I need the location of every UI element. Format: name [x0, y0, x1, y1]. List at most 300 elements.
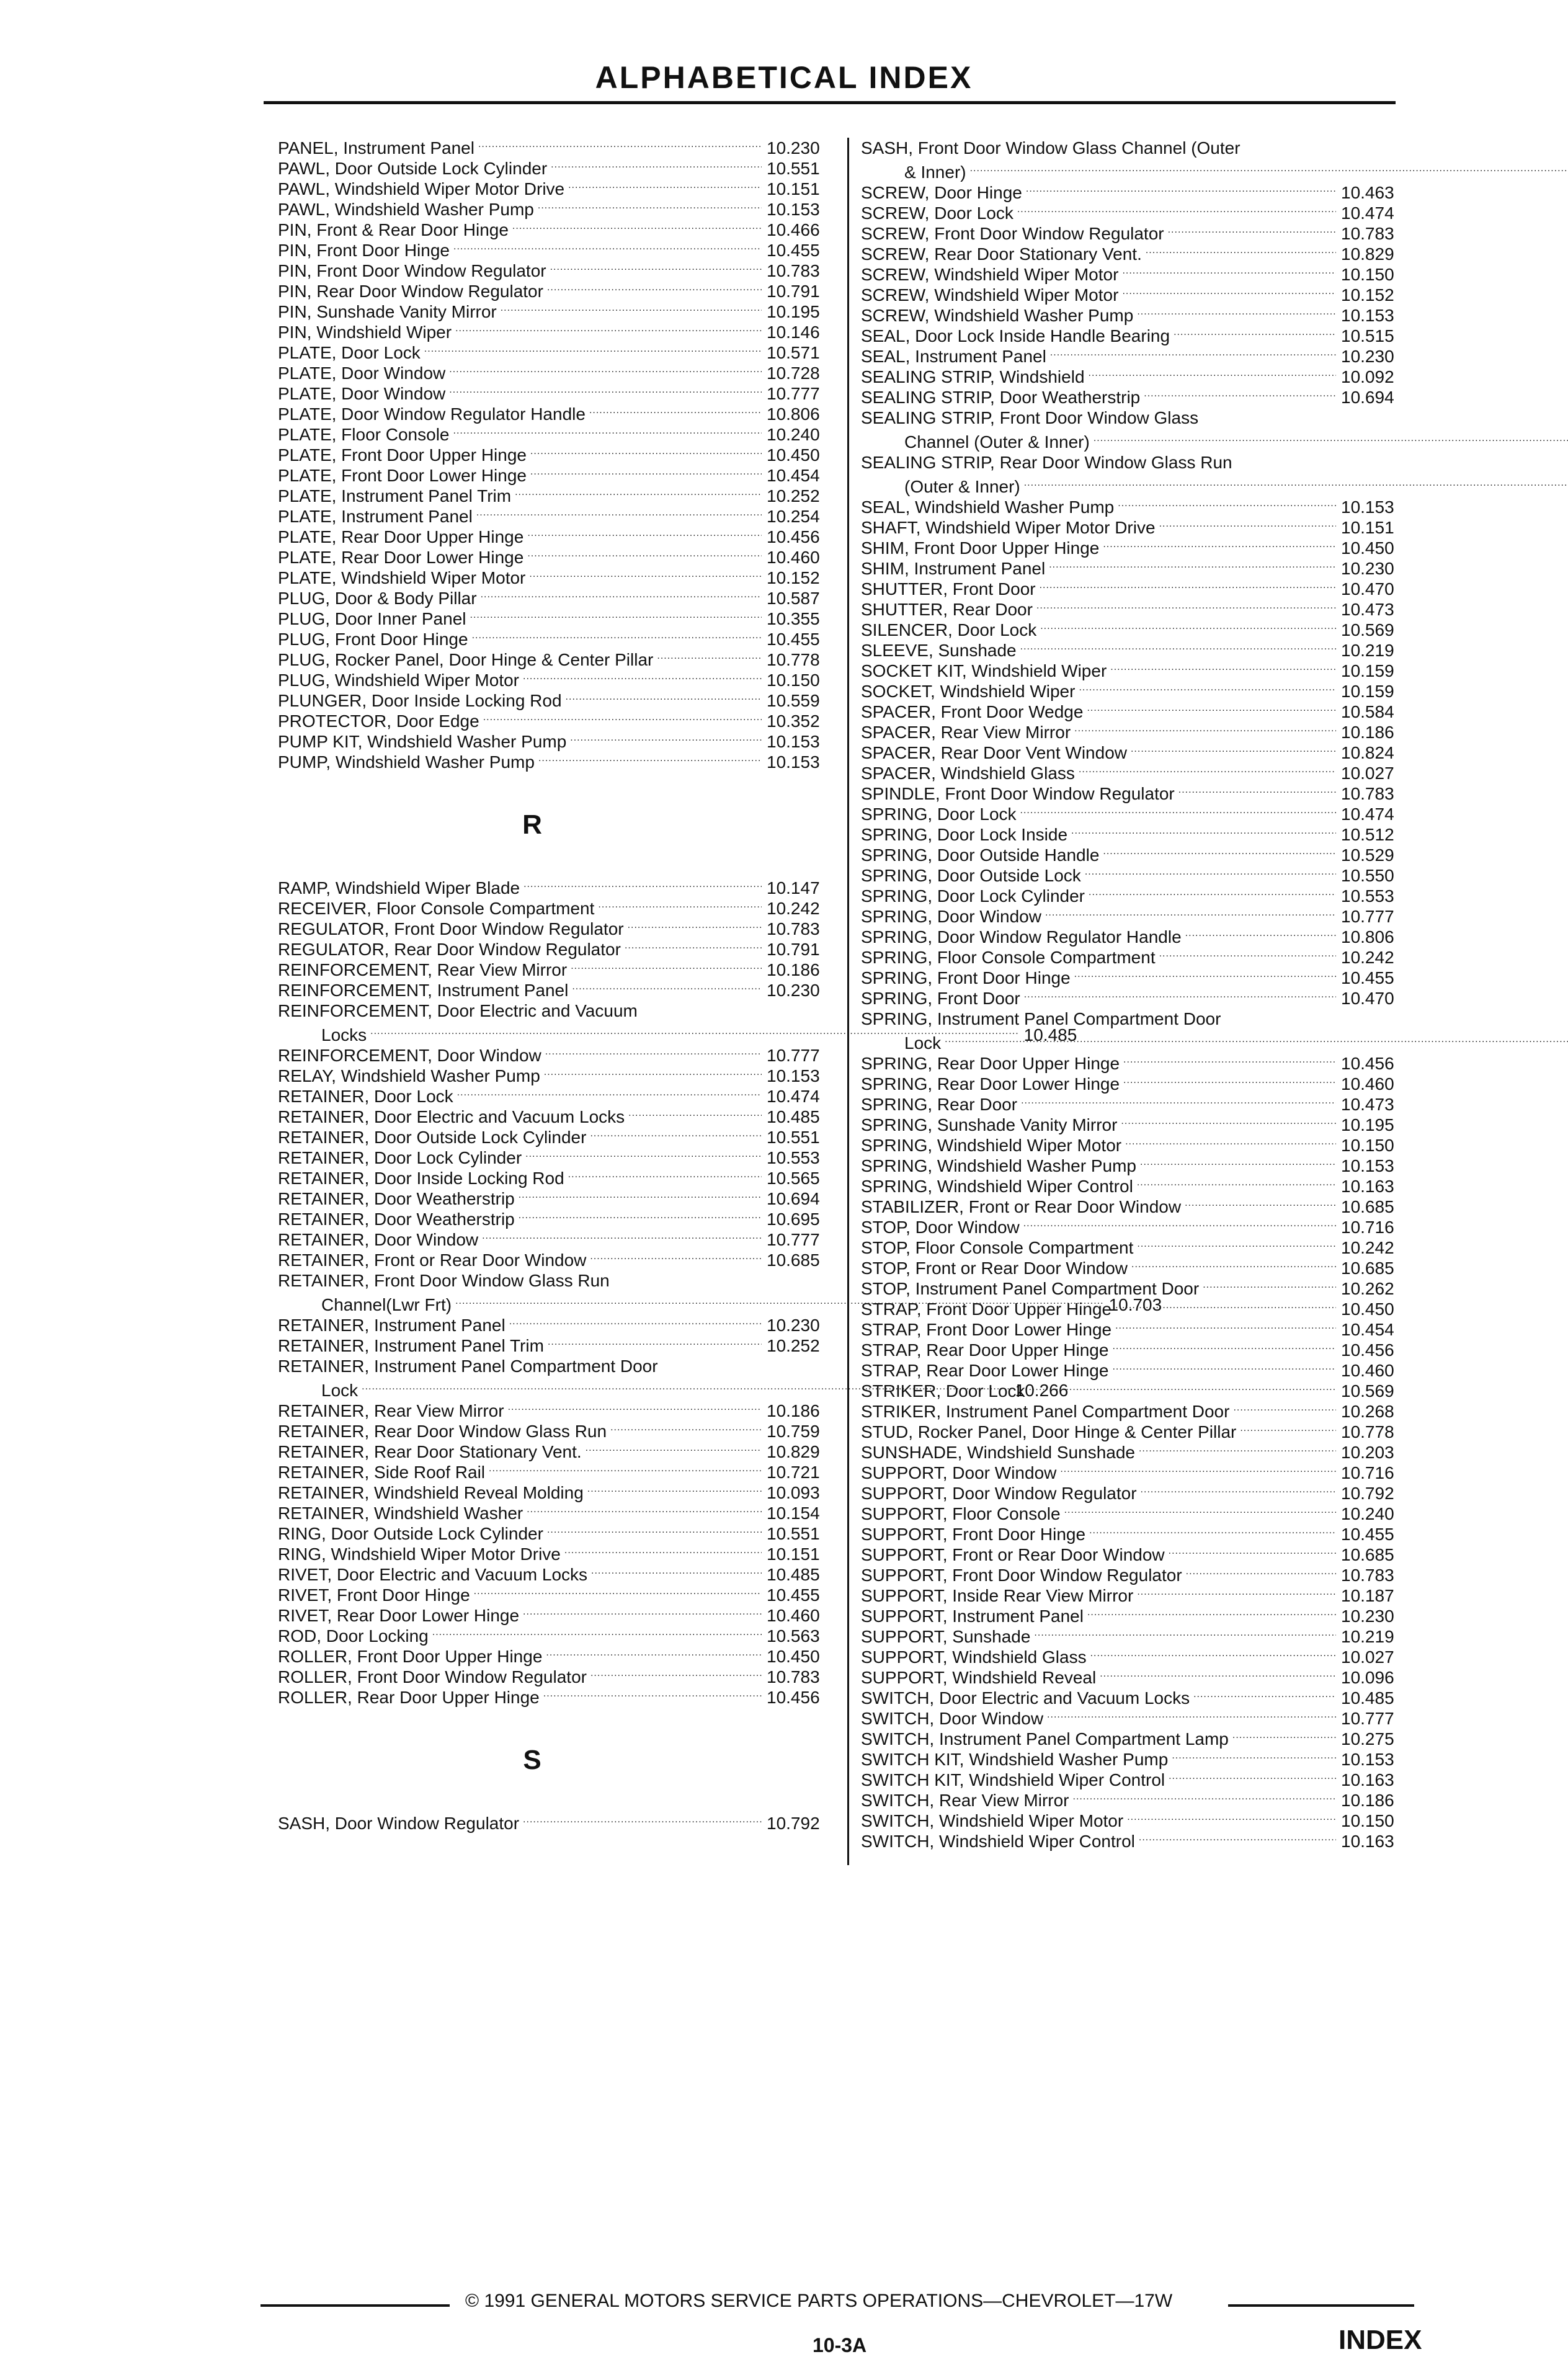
dot-leader	[424, 339, 762, 359]
entry-page: 10.777	[767, 1046, 820, 1065]
entry-page: 10.242	[1341, 1238, 1394, 1257]
entry-label: ROLLER, Front Door Window Regulator	[278, 1667, 587, 1686]
dot-leader	[564, 1540, 762, 1561]
entry-page: 10.153	[1341, 1750, 1394, 1769]
entry-label: SPRING, Rear Door Lower Hinge	[861, 1074, 1120, 1094]
dot-leader	[628, 915, 762, 935]
entry-page: 10.777	[767, 1230, 820, 1249]
dot-leader	[1087, 1602, 1336, 1623]
dot-leader	[1023, 1213, 1336, 1234]
entry-label: SEALING STRIP, Front Door Window Glass	[861, 408, 1199, 427]
entry-label: SHUTTER, Front Door	[861, 579, 1036, 599]
entry-label: PIN, Front Door Hinge	[278, 241, 450, 260]
entry-page: 10.470	[1341, 989, 1394, 1008]
entry-label: SUNSHADE, Windshield Sunshade	[861, 1443, 1135, 1462]
entry-page: 10.159	[1341, 682, 1394, 701]
dot-leader	[1137, 1234, 1336, 1254]
entry-page: 10.777	[1341, 1709, 1394, 1728]
entry-page: 10.151	[767, 1544, 820, 1564]
dot-leader	[538, 748, 762, 769]
dot-leader	[546, 1642, 762, 1663]
entry-page: 10.716	[1341, 1463, 1394, 1482]
entry-label: STUD, Rocker Panel, Door Hinge & Center Pillar	[861, 1422, 1237, 1441]
entry-page: 10.721	[767, 1463, 820, 1482]
entry-label: STRAP, Front Door Lower Hinge	[861, 1320, 1112, 1339]
entry-page: 10.455	[1341, 1525, 1394, 1544]
entry-page: 10.163	[1341, 1770, 1394, 1789]
entry-label: RING, Door Outside Lock Cylinder	[278, 1524, 543, 1543]
entry-page: 10.529	[1341, 845, 1394, 865]
dot-leader	[1064, 1500, 1336, 1520]
entry-page: 10.455	[1341, 968, 1394, 987]
entry-label-continued: & Inner)	[904, 163, 966, 182]
dot-leader	[1021, 1090, 1336, 1111]
dot-leader	[453, 421, 762, 441]
entry-page: 10.268	[1341, 1402, 1394, 1421]
footer-rule-left	[261, 2304, 450, 2307]
dot-leader	[519, 1185, 762, 1205]
dot-leader	[587, 1479, 762, 1499]
entry-label: SUPPORT, Windshield Reveal	[861, 1668, 1097, 1687]
dot-leader	[453, 236, 762, 257]
entry-page: 10.252	[767, 1336, 820, 1355]
entry-label: SPACER, Rear View Mirror	[861, 723, 1071, 742]
dot-leader	[527, 523, 762, 543]
entry-page: 10.778	[1341, 1422, 1394, 1441]
entry-page: 10.151	[1341, 518, 1394, 537]
entry-label: SPRING, Door Outside Handle	[861, 845, 1100, 865]
dot-leader	[523, 666, 762, 687]
entry-page: 10.153	[1341, 306, 1394, 325]
entry-page: 10.551	[767, 1524, 820, 1543]
entry-page: 10.163	[1341, 1177, 1394, 1196]
entry-label: PLATE, Instrument Panel Trim	[278, 486, 512, 506]
entry-label: SUPPORT, Inside Rear View Mirror	[861, 1586, 1134, 1605]
dot-leader	[1137, 301, 1336, 322]
entry-page: 10.355	[767, 609, 820, 628]
entry-label: PLATE, Front Door Upper Hinge	[278, 445, 527, 465]
dot-leader	[472, 625, 762, 646]
index-entry	[278, 1250, 836, 1270]
entry-label: PIN, Front Door Window Regulator	[278, 261, 546, 280]
entry-page: 10.777	[1341, 907, 1394, 926]
page-title: ALPHABETICAL INDEX	[595, 60, 973, 95]
entry-page: 10.512	[1341, 825, 1394, 844]
entry-page: 10.230	[767, 1316, 820, 1335]
entry-page: 10.240	[767, 425, 820, 444]
entry-page: 10.485	[767, 1565, 820, 1584]
entry-page: 10.240	[1341, 1504, 1394, 1523]
index-entry	[278, 1687, 836, 1708]
entry-page: 10.450	[767, 1647, 820, 1666]
dot-leader	[1024, 473, 1568, 493]
section-label: INDEX	[1339, 2325, 1422, 2355]
dot-leader	[1040, 575, 1336, 595]
dot-leader	[1045, 902, 1336, 923]
dot-leader	[591, 1561, 762, 1581]
entry-page: 10.455	[767, 241, 820, 260]
entry-label: PLATE, Door Window	[278, 384, 446, 403]
entry-label: SASH, Door Window Regulator	[278, 1814, 520, 1833]
entry-label: REINFORCEMENT, Door Window	[278, 1046, 541, 1065]
entry-label: RETAINER, Door Window	[278, 1230, 479, 1249]
entry-label: ROD, Door Locking	[278, 1626, 429, 1646]
entry-label: SUPPORT, Windshield Glass	[861, 1647, 1087, 1667]
entry-label: SPRING, Rear Door	[861, 1095, 1018, 1114]
entry-label: STRAP, Rear Door Upper Hinge	[861, 1340, 1109, 1360]
entry-label: SPRING, Windshield Wiper Control	[861, 1177, 1133, 1196]
dot-leader	[508, 1397, 762, 1417]
entry-page: 10.092	[1341, 367, 1394, 386]
entry-label: PLATE, Floor Console	[278, 425, 450, 444]
dot-leader	[476, 502, 762, 523]
entry-page: 10.146	[767, 323, 820, 342]
dot-leader	[1071, 821, 1336, 841]
dot-leader	[568, 1164, 762, 1185]
entry-page: 10.186	[1341, 1791, 1394, 1810]
dot-leader	[501, 298, 762, 318]
entry-label: RETAINER, Instrument Panel	[278, 1316, 506, 1335]
entry-page: 10.154	[767, 1504, 820, 1523]
entry-label: SUPPORT, Door Window Regulator	[861, 1484, 1137, 1503]
entry-label: RING, Windshield Wiper Motor Drive	[278, 1544, 561, 1564]
dot-leader	[449, 380, 762, 400]
entry-label: PLATE, Front Door Lower Hinge	[278, 466, 527, 485]
dot-leader	[1089, 1520, 1336, 1541]
entry-page: 10.450	[767, 445, 820, 465]
entry-page: 10.569	[1341, 1381, 1394, 1401]
dot-leader	[1029, 1377, 1336, 1397]
entry-label: PIN, Windshield Wiper	[278, 323, 452, 342]
index-entry	[278, 980, 836, 1000]
entry-label: SWITCH, Door Window	[861, 1709, 1044, 1728]
entry-page: 10.460	[767, 548, 820, 567]
entries-p	[278, 138, 836, 772]
entry-page: 10.466	[767, 220, 820, 239]
entry-label: PLATE, Door Window	[278, 363, 446, 383]
entry-page: 10.515	[1341, 326, 1394, 345]
entry-page: 10.454	[1341, 1320, 1394, 1339]
entry-page: 10.150	[1341, 265, 1394, 284]
dot-leader	[1174, 322, 1336, 342]
entry-page: 10.694	[1341, 388, 1394, 407]
entry-page: 10.759	[767, 1422, 820, 1441]
dot-leader	[590, 1123, 762, 1144]
dot-leader	[1034, 1623, 1336, 1643]
dot-leader	[1232, 1725, 1336, 1745]
entry-page: 10.027	[1341, 1647, 1394, 1667]
dot-leader	[548, 1332, 762, 1352]
dot-leader	[1073, 1786, 1336, 1807]
entry-label: PLUNGER, Door Inside Locking Rod	[278, 691, 562, 710]
entry-label: SPRING, Instrument Panel Compartment Door	[861, 1009, 1221, 1028]
entry-page: 10.783	[767, 919, 820, 938]
entry-label: SHUTTER, Rear Door	[861, 600, 1033, 619]
entry-label: SUPPORT, Front Door Hinge	[861, 1525, 1086, 1544]
section-heading-r: R	[522, 809, 542, 840]
entry-page: 10.230	[1341, 347, 1394, 366]
dot-leader	[1144, 383, 1336, 404]
entry-page: 10.806	[767, 404, 820, 424]
dot-leader	[525, 1144, 762, 1164]
dot-leader	[474, 1581, 762, 1602]
entry-page: 10.791	[767, 282, 820, 301]
dot-leader	[1089, 363, 1336, 383]
dot-leader	[970, 158, 1568, 179]
dot-leader	[530, 441, 762, 461]
dot-leader	[551, 154, 762, 175]
index-entry	[278, 1813, 836, 1833]
entry-page: 10.473	[1341, 1095, 1394, 1114]
dot-leader	[527, 1499, 762, 1520]
entry-page: 10.219	[1341, 641, 1394, 660]
entry-page: 10.460	[1341, 1074, 1394, 1094]
entry-label: RIVET, Front Door Hinge	[278, 1585, 470, 1605]
dot-leader	[572, 976, 762, 997]
entry-label: SEALING STRIP, Door Weatherstrip	[861, 388, 1141, 407]
index-entry	[278, 752, 836, 772]
entry-label: PLATE, Instrument Panel	[278, 507, 473, 526]
dot-leader	[1103, 534, 1336, 555]
entry-label: RETAINER, Door Weatherstrip	[278, 1189, 515, 1208]
entry-label: SUPPORT, Front or Rear Door Window	[861, 1545, 1165, 1564]
entry-page: 10.550	[1341, 866, 1394, 885]
entry-label: SHIM, Instrument Panel	[861, 559, 1046, 578]
dot-leader	[1079, 759, 1336, 780]
dot-leader	[598, 894, 762, 915]
entry-label: SPRING, Door Lock	[861, 804, 1017, 824]
entry-page: 10.685	[1341, 1545, 1394, 1564]
entry-page: 10.783	[767, 261, 820, 280]
dot-leader	[543, 1683, 762, 1704]
entry-label: SCREW, Door Lock	[861, 203, 1013, 223]
footer	[261, 2291, 1414, 2315]
entry-page: 10.456	[1341, 1054, 1394, 1073]
dot-leader	[1125, 1131, 1336, 1152]
section-heading-s: S	[523, 1745, 541, 1775]
dot-leader	[1103, 841, 1336, 862]
entry-page: 10.187	[1341, 1586, 1394, 1605]
entry-page: 10.456	[767, 1688, 820, 1707]
entries-s-right	[861, 138, 1407, 1851]
dot-leader	[523, 874, 762, 894]
entry-label: PIN, Front & Rear Door Hinge	[278, 220, 509, 239]
dot-leader	[1131, 739, 1336, 759]
entry-label: PUMP KIT, Windshield Washer Pump	[278, 732, 567, 751]
entry-label: SEAL, Door Lock Inside Handle Bearing	[861, 326, 1170, 345]
dot-leader	[432, 1622, 762, 1642]
entry-label: PLATE, Windshield Wiper Motor	[278, 568, 526, 587]
dot-leader	[519, 1205, 762, 1226]
entry-label: RETAINER, Door Electric and Vacuum Locks	[278, 1107, 625, 1126]
entry-page: 10.685	[767, 1250, 820, 1270]
entry-label: REGULATOR, Rear Door Window Regulator	[278, 940, 621, 959]
dot-leader	[547, 277, 762, 298]
dot-leader	[509, 1311, 762, 1332]
dot-leader	[1193, 1684, 1336, 1704]
dot-leader	[1122, 281, 1336, 301]
entry-page: 10.460	[1341, 1361, 1394, 1380]
entry-page: 10.777	[767, 384, 820, 403]
dot-leader	[1233, 1397, 1336, 1418]
entry-label: PUMP, Windshield Washer Pump	[278, 752, 535, 772]
entry-label: SWITCH, Door Electric and Vacuum Locks	[861, 1688, 1190, 1708]
entry-page: 10.553	[1341, 886, 1394, 906]
entry-page: 10.551	[767, 159, 820, 178]
dot-leader	[529, 564, 762, 584]
entry-label: SEAL, Windshield Washer Pump	[861, 497, 1115, 517]
entry-label: SPACER, Rear Door Vent Window	[861, 743, 1127, 762]
entry-label-continued: Lock	[321, 1381, 359, 1400]
dot-leader	[538, 195, 762, 216]
dot-leader	[1049, 555, 1336, 575]
dot-leader	[1112, 1357, 1336, 1377]
dot-leader	[1090, 1643, 1336, 1664]
entry-page: 10.806	[1341, 927, 1394, 947]
dot-leader	[530, 461, 762, 482]
entry-label-continued: Lock	[904, 1033, 942, 1053]
entry-label: RETAINER, Door Lock Cylinder	[278, 1148, 522, 1167]
entry-label: RETAINER, Door Outside Lock Cylinder	[278, 1128, 587, 1147]
entry-label: PROTECTOR, Door Edge	[278, 711, 479, 731]
entry-page: 10.829	[767, 1442, 820, 1461]
entry-label: SASH, Front Door Window Glass Channel (Outer	[861, 138, 1241, 158]
entry-label: SWITCH KIT, Windshield Washer Pump	[861, 1750, 1169, 1769]
dot-leader	[1036, 595, 1336, 616]
entry-page: 10.151	[767, 179, 820, 198]
dot-leader	[1047, 1704, 1336, 1725]
entry-label: PLUG, Door & Body Pillar	[278, 589, 477, 608]
entry-page: 10.584	[1341, 702, 1394, 721]
entry-page: 10.027	[1341, 764, 1394, 783]
entry-label: SUPPORT, Front Door Window Regulator	[861, 1566, 1182, 1585]
entry-page: 10.783	[767, 1667, 820, 1686]
dot-leader	[449, 359, 762, 380]
entry-label: SPRING, Rear Door Upper Hinge	[861, 1054, 1120, 1073]
entry-label: SUPPORT, Sunshade	[861, 1627, 1031, 1646]
entry-page: 10.230	[767, 981, 820, 1000]
entry-page: 10.563	[767, 1626, 820, 1646]
dot-leader	[523, 1602, 762, 1622]
entry-page: 10.783	[1341, 224, 1394, 243]
entry-label: SCREW, Rear Door Stationary Vent.	[861, 244, 1142, 264]
entry-label: STRIKER, Door Lock	[861, 1381, 1025, 1401]
entry-page: 10.695	[767, 1210, 820, 1229]
dot-leader	[1110, 657, 1336, 677]
dot-leader	[489, 1458, 762, 1479]
dot-leader	[1060, 1459, 1336, 1479]
dot-leader	[568, 175, 762, 195]
dot-leader	[1139, 1827, 1336, 1848]
entry-label-continued: Channel (Outer & Inner)	[904, 432, 1090, 452]
dot-leader	[481, 584, 762, 605]
page-number: 10-3A	[813, 2334, 867, 2356]
dot-leader	[1178, 780, 1336, 800]
entry-page: 10.783	[1341, 1566, 1394, 1585]
entry-label: STOP, Instrument Panel Compartment Door	[861, 1279, 1200, 1298]
dot-leader	[547, 1520, 762, 1540]
entry-page: 10.455	[767, 1585, 820, 1605]
index-entry	[861, 1009, 1407, 1053]
dot-leader	[470, 605, 762, 625]
entry-page: 10.450	[1341, 538, 1394, 558]
dot-leader	[589, 400, 762, 421]
title-rule	[264, 101, 1396, 104]
dot-leader	[1026, 179, 1336, 199]
entry-page: 10.470	[1341, 579, 1394, 599]
entry-label: RETAINER, Rear View Mirror	[278, 1401, 504, 1420]
entry-label: RETAINER, Door Lock	[278, 1087, 453, 1106]
entry-page: 10.791	[767, 940, 820, 959]
entry-page: 10.152	[1341, 285, 1394, 305]
dot-leader	[1085, 862, 1336, 882]
dot-leader	[545, 1041, 762, 1062]
entry-page: 10.150	[1341, 1811, 1394, 1830]
entry-page: 10.474	[1341, 203, 1394, 223]
entry-page: 10.685	[1341, 1259, 1394, 1278]
dot-leader	[566, 687, 762, 707]
entry-page: 10.824	[1341, 743, 1394, 762]
entry-page: 10.485	[1023, 1025, 1077, 1045]
dot-leader	[550, 257, 762, 277]
entry-page: 10.778	[767, 650, 820, 669]
entry-label: STRAP, Rear Door Lower Hinge	[861, 1361, 1109, 1380]
entry-label: RIVET, Door Electric and Vacuum Locks	[278, 1565, 588, 1584]
entry-label: RETAINER, Rear Door Stationary Vent.	[278, 1442, 582, 1461]
entry-page: 10.150	[767, 671, 820, 690]
entry-label: REINFORCEMENT, Instrument Panel	[278, 981, 569, 1000]
entry-page: 10.147	[767, 878, 820, 898]
dot-leader	[483, 707, 762, 728]
entry-label: SHIM, Front Door Upper Hinge	[861, 538, 1100, 558]
entry-label-continued: (Outer & Inner)	[904, 477, 1020, 496]
entry-label: SPRING, Door Window	[861, 907, 1041, 926]
dot-leader	[1159, 514, 1336, 534]
entry-label: SWITCH, Instrument Panel Compartment Lamp	[861, 1729, 1229, 1749]
entry-page: 10.792	[1341, 1484, 1394, 1503]
copyright-text: © 1991 GENERAL MOTORS SERVICE PARTS OPERATIONS—CHEVROLET—17W	[465, 2291, 1173, 2311]
entry-label: SPRING, Front Door	[861, 989, 1020, 1008]
entries-s	[278, 1813, 836, 1833]
entry-page: 10.460	[767, 1606, 820, 1625]
entry-label: ROLLER, Front Door Upper Hinge	[278, 1647, 543, 1666]
entry-label: PIN, Sunshade Vanity Mirror	[278, 302, 497, 321]
entry-page: 10.203	[1341, 1443, 1394, 1462]
entry-page: 10.153	[767, 732, 820, 751]
entry-page: 10.694	[767, 1189, 820, 1208]
entry-page: 10.792	[767, 1814, 820, 1833]
entry-label: RETAINER, Windshield Reveal Molding	[278, 1483, 584, 1502]
entry-page: 10.485	[1341, 1688, 1394, 1708]
entry-page: 10.703	[1108, 1295, 1162, 1314]
entry-page: 10.150	[1341, 1136, 1394, 1155]
entry-page: 10.454	[767, 466, 820, 485]
dot-leader	[1050, 342, 1336, 363]
entry-page: 10.153	[1341, 1156, 1394, 1175]
index-entry	[861, 387, 1407, 408]
entry-label: REINFORCEMENT, Door Electric and Vacuum	[278, 1001, 638, 1020]
entry-label: PLATE, Rear Door Lower Hinge	[278, 548, 524, 567]
entry-label: SWITCH, Windshield Wiper Motor	[861, 1811, 1124, 1830]
entry-page: 10.728	[767, 363, 820, 383]
entry-label: RETAINER, Windshield Washer	[278, 1504, 523, 1523]
entry-label: SCREW, Windshield Wiper Motor	[861, 285, 1119, 305]
entry-page: 10.254	[767, 507, 820, 526]
entry-page: 10.219	[1341, 1627, 1394, 1646]
dot-leader	[455, 318, 762, 339]
dot-leader	[1074, 964, 1336, 984]
entry-label: SEALING STRIP, Rear Door Window Glass Run	[861, 453, 1232, 472]
